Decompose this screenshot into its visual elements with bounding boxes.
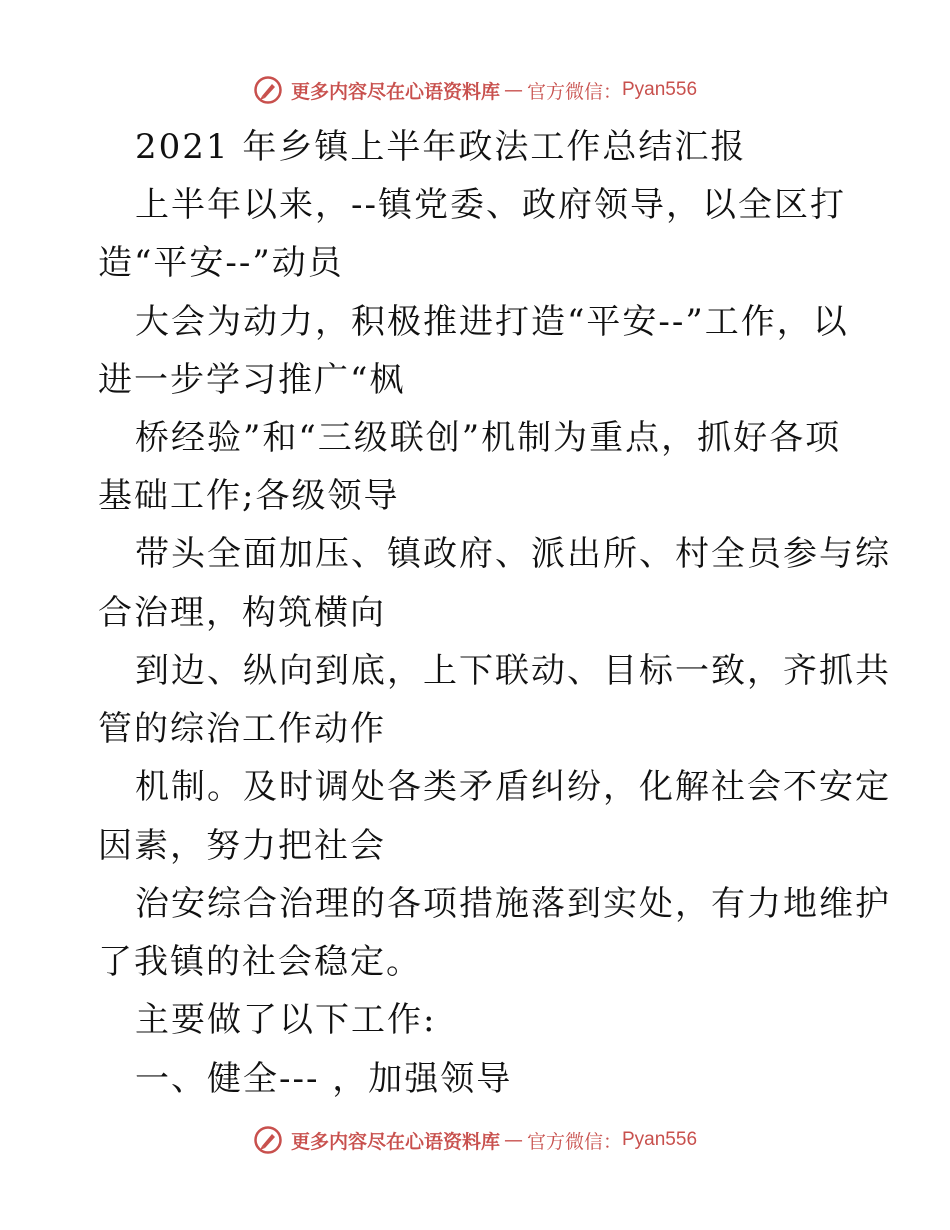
pen-logo-icon [253,1125,283,1155]
paragraph-line: 因素，努力把社会 [98,826,386,866]
paragraph-line: 带头全面加压、镇政府、派出所、村全员参与综 [135,534,891,574]
paragraph-line: 上半年以来，--镇党委、政府领导，以全区打 [135,185,846,225]
watermark-banner-bottom [0,1120,950,1160]
watermark-wechat-label: 官方微信： [526,80,622,103]
watermark-separator: — [503,1129,523,1151]
paragraph-line: 桥经验”和“三级联创”机制为重点，抓好各项 [135,418,842,458]
watermark-site-text: 更多内容尽在心语资料库 [290,1130,500,1153]
paragraph-line: 了我镇的社会稳定。 [98,942,422,982]
paragraph-line: 合治理，构筑横向 [98,593,386,633]
paragraph-line: 基础工作;各级领导 [98,476,400,516]
paragraph-line: 治安综合治理的各项措施落到实处，有力地维护 [135,884,891,924]
watermark-account: Pyan556 [622,79,698,100]
pen-logo-icon [253,75,283,105]
paragraph-line: 进一步学习推广“枫 [98,360,406,400]
watermark-banner-top [0,70,950,110]
paragraph-line: 管的综治工作动作 [98,709,386,749]
paragraph-line: 造“平安--”动员 [98,243,344,283]
watermark-account: Pyan556 [622,1129,698,1150]
section-heading: 一、健全--- ，加强领导 [135,1059,513,1099]
watermark-site-text: 更多内容尽在心语资料库 [290,80,500,103]
section-intro: 主要做了以下工作: [135,1000,437,1040]
watermark-separator: — [503,79,523,101]
document-title: 2021 年乡镇上半年政法工作总结汇报 [135,127,747,167]
paragraph-line: 大会为动力，积极推进打造“平安--”工作，以 [135,302,849,342]
paragraph-line: 到边、纵向到底，上下联动、目标一致，齐抓共 [135,651,891,691]
watermark-wechat-label: 官方微信： [526,1130,622,1153]
paragraph-line: 机制。及时调处各类矛盾纠纷，化解社会不安定 [135,767,891,807]
